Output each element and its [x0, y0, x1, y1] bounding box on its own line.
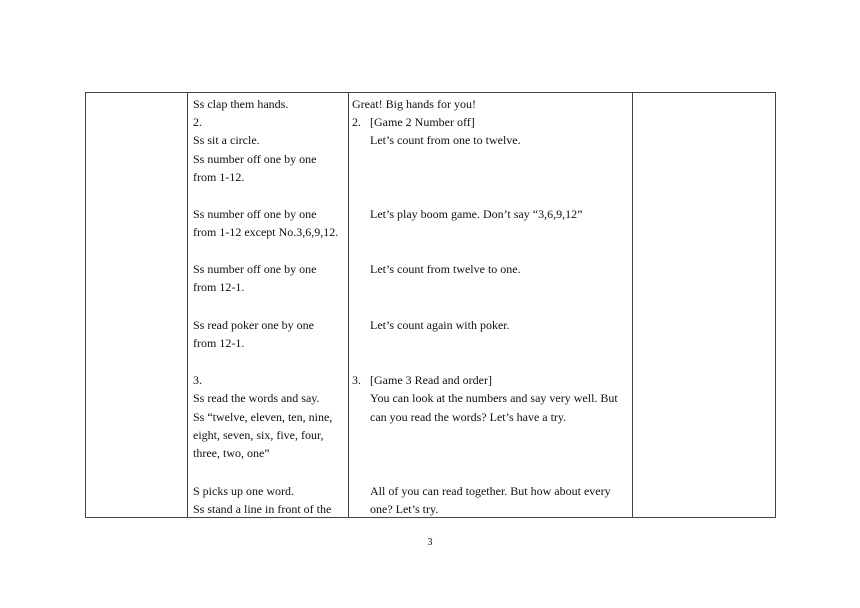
- teacher-line: [Game 3 Read and order]: [370, 373, 492, 387]
- student-line: Ss number off one by one: [193, 152, 317, 166]
- teacher-line: Let’s play boom game. Don’t say “3,6,9,12”: [370, 207, 583, 221]
- page-number: 3: [427, 537, 433, 548]
- student-line: Ss stand a line in front of the: [193, 502, 332, 516]
- student-line: Ss read the words and say.: [193, 391, 320, 405]
- teacher-line: one? Let’s try.: [370, 502, 439, 516]
- teacher-line: Let’s count from twelve to one.: [370, 262, 521, 276]
- student-line: Ss clap them hands.: [193, 97, 289, 111]
- teacher-line: can you read the words? Let’s have a try.: [370, 410, 567, 424]
- teacher-list-item: [352, 371, 492, 389]
- student-line: Ss sit a circle.: [193, 133, 260, 147]
- teacher-line: All of you can read together. But how about every: [370, 484, 611, 498]
- table-cell-notes: [633, 93, 776, 518]
- teacher-list-item: [352, 113, 475, 131]
- student-line: Ss “twelve, eleven, ten, nine,: [193, 410, 333, 424]
- student-line: from 12-1.: [193, 280, 245, 294]
- student-line: Ss number off one by one: [193, 262, 317, 276]
- student-line: Ss read poker one by one: [193, 318, 314, 332]
- student-line: from 1-12 except No.3,6,9,12.: [193, 225, 339, 239]
- student-line: three, two, one”: [193, 446, 270, 460]
- teacher-line: [Game 2 Number off]: [370, 115, 475, 129]
- student-line: Ss number off one by one: [193, 207, 317, 221]
- table-cell-teacher-activities: [349, 93, 633, 518]
- teacher-line: Let’s count from one to twelve.: [370, 133, 521, 147]
- list-number: 2.: [352, 115, 361, 129]
- student-line: 2.: [193, 115, 202, 129]
- student-line: eight, seven, six, five, four,: [193, 428, 324, 442]
- student-line: from 1-12.: [193, 170, 245, 184]
- student-line: S picks up one word.: [193, 484, 294, 498]
- teacher-line: Great! Big hands for you!: [352, 97, 476, 111]
- table-cell-student-activities: [188, 93, 349, 518]
- table-cell-stage: [86, 93, 188, 518]
- list-number: 3.: [352, 373, 361, 387]
- teacher-line: Let’s count again with poker.: [370, 318, 510, 332]
- table-row: [86, 93, 776, 518]
- student-line: from 12-1.: [193, 336, 245, 350]
- lesson-plan-table: [85, 92, 776, 518]
- teacher-line: You can look at the numbers and say very well. But: [370, 391, 618, 405]
- student-line: 3.: [193, 373, 202, 387]
